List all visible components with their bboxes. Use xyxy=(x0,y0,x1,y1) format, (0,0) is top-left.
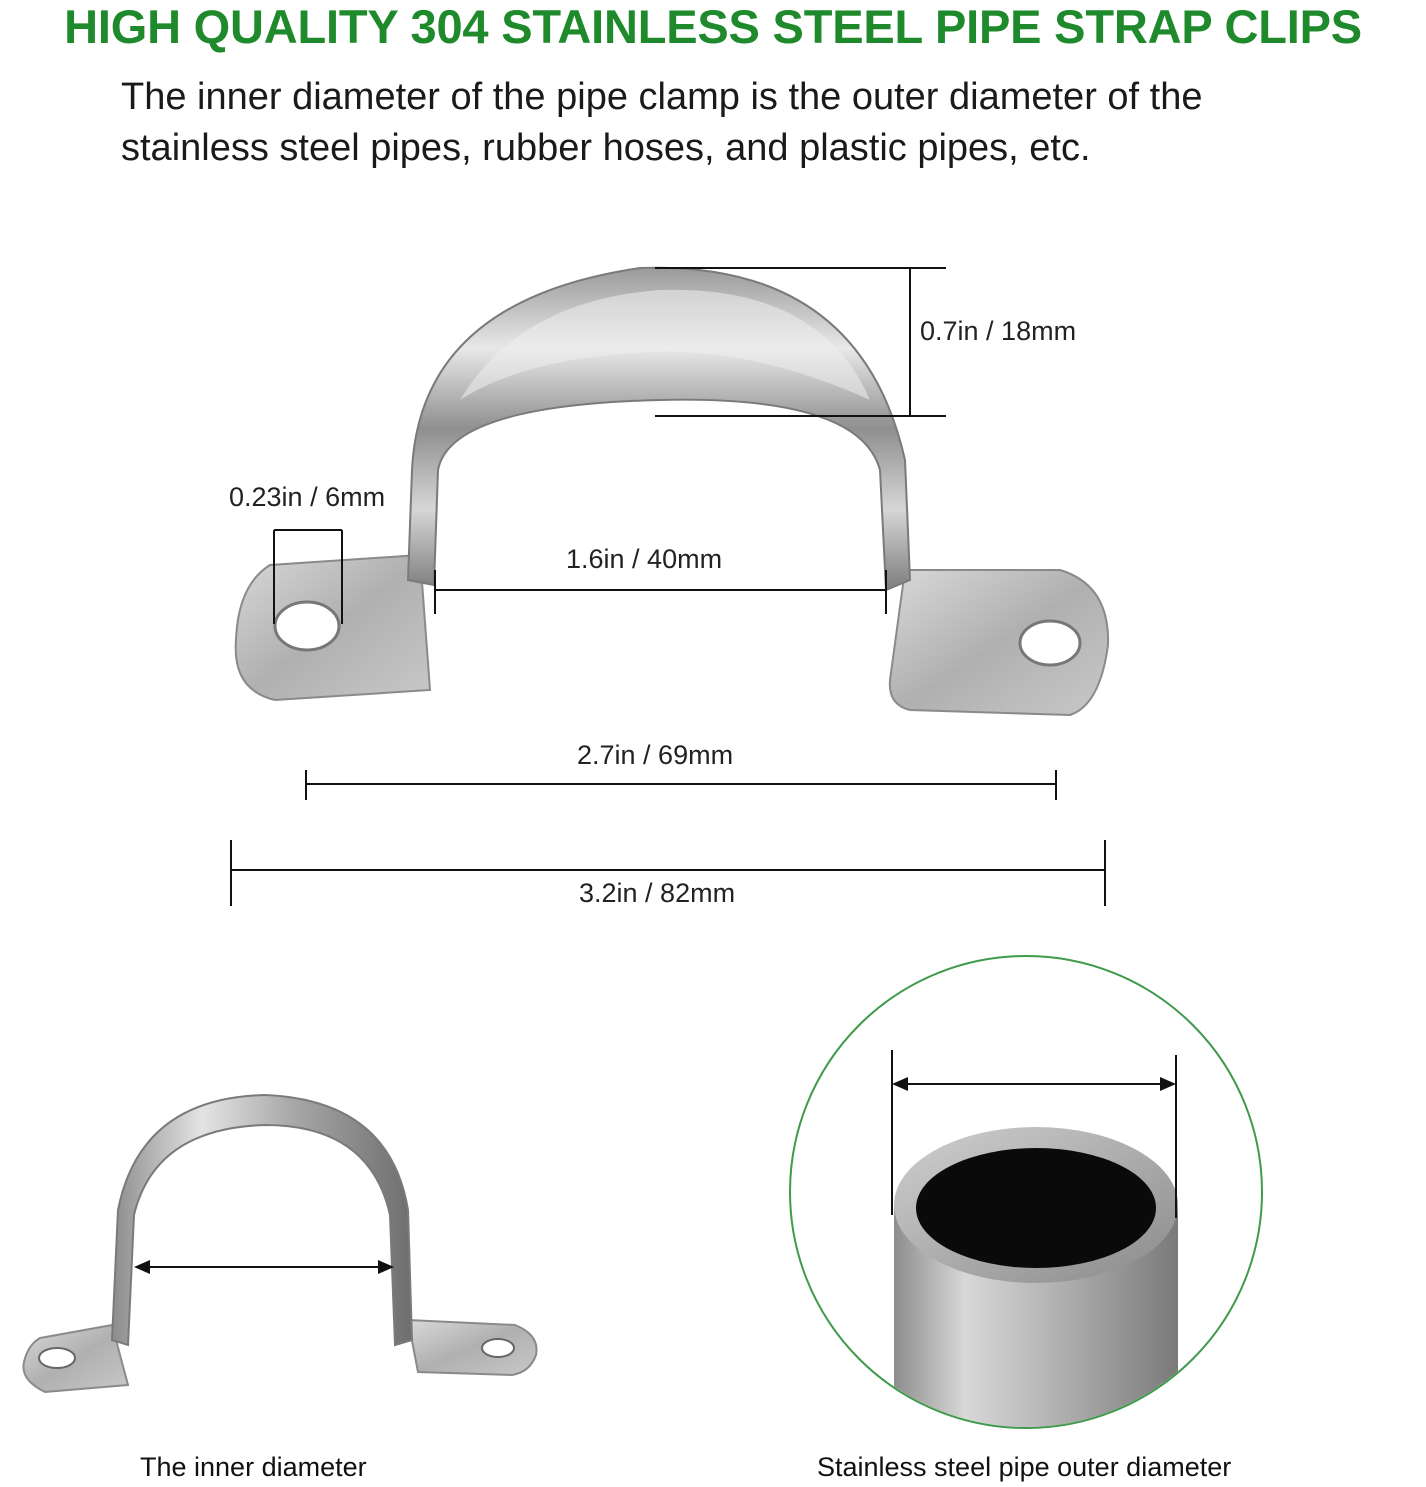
pipe-opening xyxy=(916,1148,1156,1268)
caption-outer-diameter: Stainless steel pipe outer diameter xyxy=(817,1452,1232,1482)
small-clamp-image xyxy=(23,1095,536,1392)
arrow-left-icon xyxy=(134,1260,150,1274)
small-left-hole xyxy=(39,1348,75,1368)
caption-inner-diameter: The inner diameter xyxy=(140,1452,367,1482)
small-clamp-arch xyxy=(112,1095,412,1345)
dimension-overall-label: 3.2in / 82mm xyxy=(579,878,736,908)
dimension-width-label: 0.7in / 18mm xyxy=(920,316,1077,346)
left-hole xyxy=(275,602,339,650)
small-right-foot xyxy=(408,1320,537,1375)
small-right-hole xyxy=(482,1339,514,1357)
dimension-hole-spacing-label: 2.7in / 69mm xyxy=(577,740,734,770)
page-title: HIGH QUALITY 304 STAINLESS STEEL PIPE STRAP CLIPS xyxy=(64,0,1362,53)
description-line-1: The inner diameter of the pipe clamp is the outer diameter of the xyxy=(121,76,1203,118)
pipe-circle-image xyxy=(790,956,1262,1465)
dimension-inner-label: 1.6in / 40mm xyxy=(566,544,723,574)
right-hole xyxy=(1020,621,1080,665)
dimension-hole-label: 0.23in / 6mm xyxy=(229,482,386,512)
description-line-2: stainless steel pipes, rubber hoses, and plastic pipes, etc. xyxy=(121,127,1091,169)
